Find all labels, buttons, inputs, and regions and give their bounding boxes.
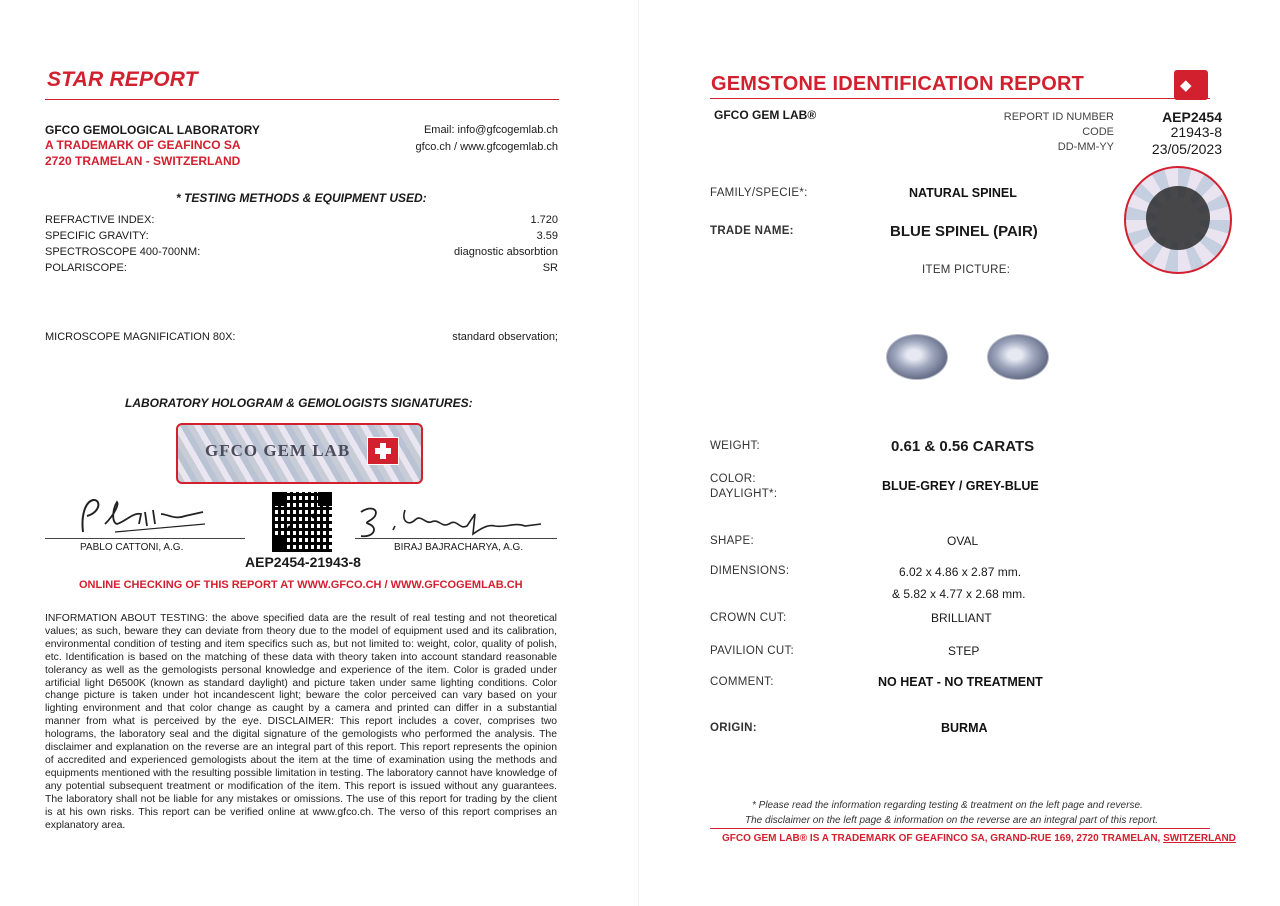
microscope-value: standard observation; [452, 331, 558, 343]
hologram-text: GFCO GEM LAB [205, 441, 351, 460]
testing-heading: * TESTING METHODS & EQUIPMENT USED: [176, 191, 427, 205]
qr-code[interactable] [272, 492, 332, 552]
test-value: SR [542, 262, 558, 274]
lab-website[interactable]: gfco.ch / www.gfcogemlab.ch [415, 141, 558, 153]
hologram-heading: LABORATORY HOLOGRAM & GEMOLOGISTS SIGNATURES: [125, 396, 473, 410]
test-label: SPECIFIC GRAVITY: [45, 230, 149, 242]
signature-pablo [75, 494, 225, 538]
lab-brand: GFCO GEM LAB® [714, 108, 817, 122]
color-value: BLUE-GREY / GREY-BLUE [882, 479, 1039, 493]
pavilion-cut-value: STEP [948, 644, 980, 658]
test-value: 1.720 [530, 214, 558, 226]
item-picture-label: ITEM PICTURE: [922, 264, 1011, 276]
test-label: REFRACTIVE INDEX: [45, 214, 155, 226]
dimensions-value-1: 6.02 x 4.86 x 2.87 mm. [899, 565, 1022, 579]
testing-disclaimer: INFORMATION ABOUT TESTING: the above specified data are the result of real testing and not theoretical values; as such, beware they can deviate from theory due to the model of equipment used and its calibration, environmental condition of testing and item specifics such as, but not limited to: weight, color, quality of polish, etc. Identification is based on the matching of these data with theory taken into account standard reasonable tolerancy as well as the gemologists personal knowledge and experience of the item. Color is graded under artificial light D6500K (known as standard daylight) and picture taken under same lighting conditions. Color change picture is taken under hot incandescent light; beware the color perceived can vary based on your lighting environment and that color change as caught by a camera and printed can differ in a substantial manner from what is perceived by the eye. DISCLAIMER: This report includes a cover, comprises two holograms, the laboratory seal and the digital signature of the gemologists who performed the analysis. The disclaimer and explanation on the reverse are an integral part of this report. This report represents the opinion of accredited and experienced gemologists about the item at the time of examination using the methods and equipments mentioned with the resulting possible limitation in testing. The laboratory cannot have knowledge of any potential subsequent treatment or modification of the item. This report is issued without any guarantees. The laboratory shall not be liable for any mistakes or omissions. The use of this report for trading by the client is at his own risks. This report can be verified online at www.gfco.ch. The verso of this report comprises an explanatory area. [45, 613, 557, 831]
weight-value: 0.61 & 0.56 CARATS [891, 438, 1035, 455]
title-rule [710, 98, 1210, 99]
laboratory-seal [1124, 166, 1232, 274]
trade-name-value: BLUE SPINEL (PAIR) [890, 223, 1038, 240]
report-id-label: REPORT ID NUMBER [1003, 111, 1114, 123]
dimensions-label: DIMENSIONS: [710, 565, 790, 577]
footnote-2: The disclaimer on the left page & information on the reverse are an integral part of this report. [745, 815, 1158, 826]
swiss-cross-icon [367, 437, 399, 465]
color-label: COLOR: [710, 473, 756, 485]
report-code: AEP2454-21943-8 [245, 554, 361, 570]
pavilion-cut-label: PAVILION CUT: [710, 645, 794, 657]
shape-label: SHAPE: [710, 535, 754, 547]
comment-value: NO HEAT - NO TREATMENT [878, 675, 1043, 689]
right-page [640, 0, 1280, 906]
report-id-value: AEP2454 [1162, 109, 1222, 125]
lab-trademark: A TRADEMARK OF GEAFINCO SA [45, 138, 241, 152]
shape-value: OVAL [947, 534, 979, 548]
lab-address: 2720 TRAMELAN - SWITZERLAND [45, 154, 241, 168]
origin-label: ORIGIN: [710, 722, 757, 734]
crown-cut-label: CROWN CUT: [710, 612, 787, 624]
test-label: SPECTROSCOPE 400-700NM: [45, 246, 201, 258]
test-value: diagnostic absorbtion [454, 246, 558, 258]
title-rule [45, 99, 559, 100]
trade-name-label: TRADE NAME: [710, 225, 794, 237]
footer-trademark [722, 833, 1236, 844]
signer-2-name: BIRAJ BAJRACHARYA, A.G. [394, 542, 524, 553]
lab-email[interactable]: Email: info@gfcogemlab.ch [423, 124, 558, 136]
footnote-1: * Please read the information regarding testing & treatment on the left page and reverse. [752, 800, 1143, 811]
footer-lab: GFCO GEM LAB® [722, 833, 808, 844]
signature-line-1 [45, 538, 245, 539]
code-value: 21943-8 [1170, 124, 1222, 140]
crown-cut-value: BRILLIANT [931, 611, 992, 625]
footer-rule [710, 828, 1210, 829]
origin-value: BURMA [941, 721, 988, 735]
comment-label: COMMENT: [710, 676, 774, 688]
lab-name: GFCO GEMOLOGICAL LABORATORY [45, 123, 260, 137]
dimensions-value-2: & 5.82 x 4.77 x 2.68 mm. [892, 587, 1026, 601]
microscope-label: MICROSCOPE MAGNIFICATION 80X: [45, 331, 236, 343]
date-label: DD-MM-YY [1057, 141, 1114, 153]
test-label: POLARISCOPE: [45, 262, 127, 274]
gemstone-image-1 [886, 334, 948, 380]
star-report-title: STAR REPORT [47, 68, 198, 91]
signer-1-name: PABLO CATTONI, A.G. [80, 542, 184, 553]
gfco-logo-icon: ◆ [1174, 70, 1208, 100]
code-label: CODE [1082, 126, 1114, 138]
family-value: NATURAL SPINEL [909, 186, 1017, 200]
online-check-text[interactable]: ONLINE CHECKING OF THIS REPORT AT WWW.GFCO.CH / WWW.GFCOGEMLAB.CH [79, 579, 523, 591]
report-title: GEMSTONE IDENTIFICATION REPORT [711, 73, 1085, 95]
daylight-label: DAYLIGHT*: [710, 488, 778, 500]
date-value: 23/05/2023 [1151, 141, 1222, 157]
footer-text: IS A TRADEMARK OF GEAFINCO SA, GRAND-RUE 169, 2720 TRAMELAN, [807, 833, 1164, 844]
lab-hologram [176, 423, 423, 484]
footer-country: SWITZERLAND [1163, 833, 1236, 844]
weight-label: WEIGHT: [710, 440, 761, 452]
signature-line-2 [355, 538, 557, 539]
family-label: FAMILY/SPECIE*: [710, 187, 808, 199]
gemstone-image-2 [987, 334, 1049, 380]
test-value: 3.59 [536, 230, 558, 242]
